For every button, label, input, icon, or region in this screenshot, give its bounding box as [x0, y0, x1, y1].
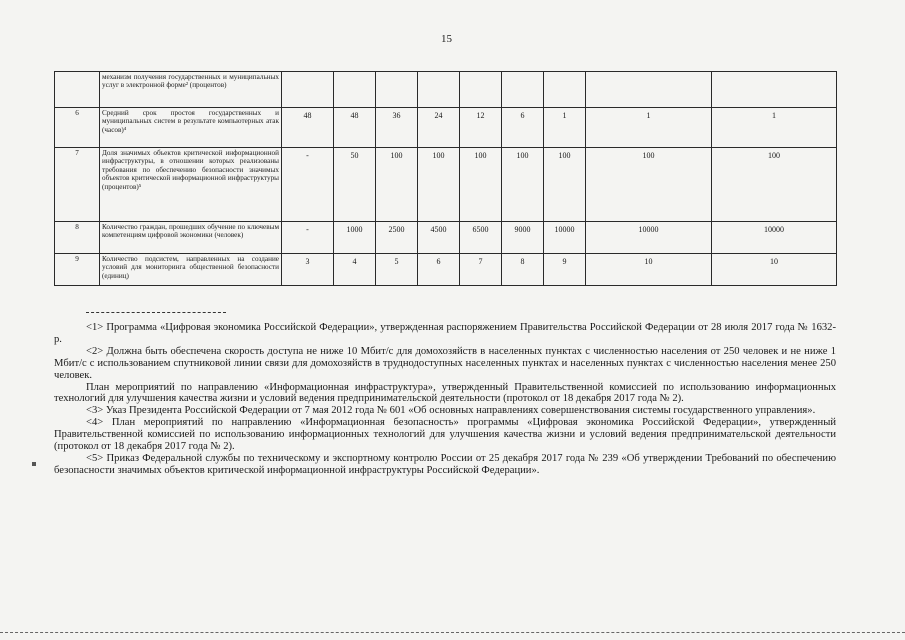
row-number: 9 [55, 254, 100, 286]
indicator-value: 6 [418, 254, 460, 286]
indicator-value: 1 [586, 108, 712, 148]
indicator-description: Доля значимых объектов критической информационной инфраструктуры, в отношении которых реализованы требования по обеспечению безопасности значимых объектов критической информационной инфраструктуры (процентов)⁵ [100, 148, 282, 222]
indicator-value [712, 72, 837, 108]
footnote-3: <3> Указ Президента Российской Федерации от 7 мая 2012 года № 601 «Об основных направлениях совершенствования системы государственного управления». [86, 405, 816, 417]
page-number: 15 [441, 33, 452, 45]
footnotes [54, 322, 836, 477]
indicator-value: 100 [586, 148, 712, 222]
indicator-value: 10000 [544, 222, 586, 254]
indicator-description: Средний срок простоя государственных и муниципальных систем в результате компьютерных атак (часов)⁴ [100, 108, 282, 148]
scan-mark [32, 462, 36, 466]
indicator-value [586, 72, 712, 108]
row-number: 7 [55, 148, 100, 222]
indicator-value: 1000 [334, 222, 376, 254]
indicator-value: 10000 [586, 222, 712, 254]
indicator-value: 10 [586, 254, 712, 286]
indicator-description: Количество граждан, прошедших обучение по ключевым компетенциям цифровой экономики (человек) [100, 222, 282, 254]
footnote-4: <4> План мероприятий по направлению «Информационная безопасность» программы «Цифровая экономика Российской Федерации», утвержденный Правительственной комиссией по использованию информационных технологий для улучшения качества жизни и условий ведения предпринимательской деятельности (протокол от 18 декабря 2017 года № 2). [54, 417, 836, 453]
indicator-value: 5 [376, 254, 418, 286]
indicator-value: 1 [712, 108, 837, 148]
indicator-value: 7 [460, 254, 502, 286]
indicator-value: 100 [544, 148, 586, 222]
indicator-value: 3 [282, 254, 334, 286]
indicator-value: 48 [282, 108, 334, 148]
table-row [55, 108, 837, 148]
indicator-value: 4500 [418, 222, 460, 254]
indicator-value: 48 [334, 108, 376, 148]
indicator-value [460, 72, 502, 108]
indicators-table [54, 71, 837, 286]
indicator-value [544, 72, 586, 108]
footnote-2-plan: План мероприятий по направлению «Информационная инфраструктура», утвержденный Правительственной комиссией по использованию информационных технологий для улучшения качества жизни и условий ведения предпринимательской деятельности (протокол от 18 декабря 2017 года № 2). [54, 381, 836, 405]
table-row [55, 222, 837, 254]
table-row [55, 72, 837, 108]
table-row [55, 148, 837, 222]
footnote-1: <1> Программа «Цифровая экономика Российской Федерации», утвержденная распоряжением Правительства Российской Федерации от 28 июля 2017 года № 1632-р. [54, 322, 836, 345]
indicator-value: 4 [334, 254, 376, 286]
indicator-value [502, 72, 544, 108]
footnote-separator [86, 312, 226, 313]
page-bottom-edge [0, 632, 905, 633]
indicator-value: 8 [502, 254, 544, 286]
indicator-value: 100 [460, 148, 502, 222]
indicator-value: 10000 [712, 222, 837, 254]
indicator-value: 100 [712, 148, 837, 222]
row-number: 6 [55, 108, 100, 148]
indicator-value: 100 [376, 148, 418, 222]
indicator-value: 9 [544, 254, 586, 286]
indicator-value: 24 [418, 108, 460, 148]
indicator-description: механизм получения государственных и муниципальных услуг в электронной форме² (процентов) [100, 72, 282, 108]
row-number: 8 [55, 222, 100, 254]
indicator-value: 10 [712, 254, 837, 286]
indicator-value: - [282, 148, 334, 222]
indicator-value: 100 [502, 148, 544, 222]
footnote-2: <2> Должна быть обеспечена скорость доступа не ниже 10 Мбит/с для домохозяйств в населенных пунктах с численностью населения от 250 человек и не ниже 1 Мбит/с с использованием спутниковой линии связи для домохозяйств в труднодоступных населенных пунктах и населенных пунктах с численностью населения менее 250 человек. [54, 345, 836, 381]
row-number [55, 72, 100, 108]
footnote-5: <5> Приказ Федеральной службы по техническому и экспортному контролю России от 25 декабря 2017 года № 239 «Об утверждении Требований по обеспечению безопасности значимых объектов критической информационной инфраструктуры Российской Федерации». [54, 452, 836, 476]
indicator-value: 36 [376, 108, 418, 148]
indicator-value [334, 72, 376, 108]
indicator-value [282, 72, 334, 108]
indicator-value: 1 [544, 108, 586, 148]
indicator-value [376, 72, 418, 108]
indicator-value: 12 [460, 108, 502, 148]
indicator-value: - [282, 222, 334, 254]
indicator-value [418, 72, 460, 108]
indicator-value: 100 [418, 148, 460, 222]
table-row [55, 254, 837, 286]
indicator-value: 50 [334, 148, 376, 222]
indicator-value: 6 [502, 108, 544, 148]
indicator-value: 9000 [502, 222, 544, 254]
indicator-description: Количество подсистем, направленных на создание условий для мониторинга общественной безопасности (единиц) [100, 254, 282, 286]
indicator-value: 6500 [460, 222, 502, 254]
indicator-value: 2500 [376, 222, 418, 254]
